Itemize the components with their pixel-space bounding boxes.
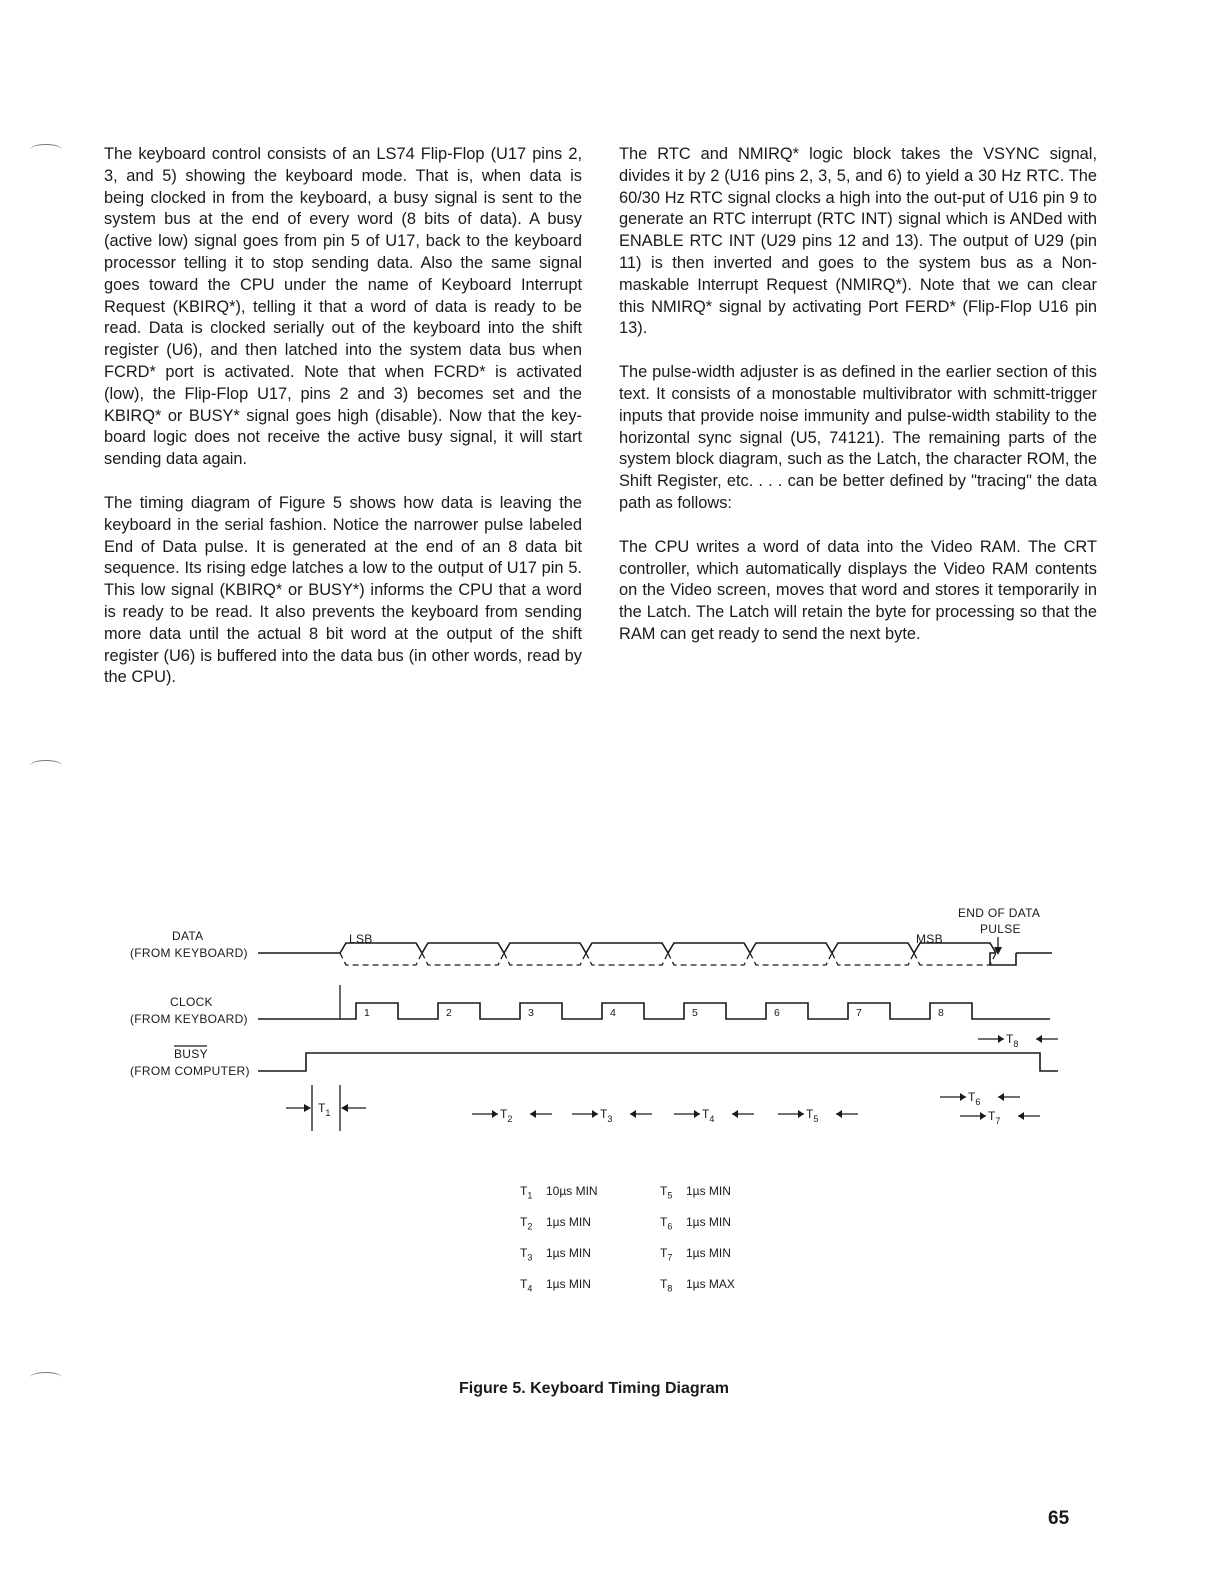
timing-name: $T_2$ <box>520 1215 533 1232</box>
data-bit-cell <box>422 943 504 953</box>
interval-subscript: 1 <box>325 1108 331 1118</box>
data-bit-cell <box>504 943 586 953</box>
data-bit-alt <box>422 953 504 965</box>
clock-pulse-numbers <box>364 1007 944 1019</box>
end-of-data-label: PULSE <box>980 922 1021 936</box>
clock-pulse-number: 1 <box>364 1007 370 1019</box>
page-number: 65 <box>1048 1508 1070 1529</box>
data-bit-cell <box>668 943 750 953</box>
interval-label: $T_7$ <box>988 1109 1001 1126</box>
clock-pulse-number: 6 <box>774 1007 780 1019</box>
data-bit-alt <box>340 953 422 965</box>
paragraph: The timing diagram of Figure 5 shows how data is leaving the keyboard in the serial fashion. Notice the narrower pulse labeled End of Data pulse. It is generated at the end of an 8 data bit sequence. Its rising edge latches a low to the output of U17 pin 5. This low signal (KBIRQ* or BUSY*) informs the CPU that a word is ready to be read. It also prevents the keyboard from sending more data until the actual 8 bit word at the output of the shift register (U6) is buffered into the data bus (in other words, read by the CPU). <box>104 493 582 687</box>
scan-mark <box>30 144 62 155</box>
timing-value: 1µs MIN <box>546 1277 591 1291</box>
timing-name: $T_4$ <box>520 1277 533 1294</box>
busy-signal-label: BUSY <box>174 1047 208 1061</box>
data-signal-source: (FROM KEYBOARD) <box>130 946 248 960</box>
timing-value: 1µs MIN <box>686 1184 731 1198</box>
right-column <box>619 144 1097 668</box>
msb-label: MSB <box>916 932 943 946</box>
interval-arrowhead <box>630 1110 636 1118</box>
interval-subscript: 4 <box>709 1114 715 1124</box>
clock-pulse-number: 4 <box>610 1007 616 1019</box>
clock-pulse-number: 5 <box>692 1007 698 1019</box>
clock-pulse-number: 8 <box>938 1007 944 1019</box>
interval-arrowhead <box>998 1035 1004 1043</box>
figure-caption: Figure 5. Keyboard Timing Diagram <box>459 1380 729 1397</box>
timing-name: $T_8$ <box>660 1277 673 1294</box>
paragraph: The RTC and NMIRQ* logic block takes the VSYNC signal, divides it by 2 (U16 pins 2, 3, 5, and 6) to yield a 30 Hz RTC. The 60/30 Hz RTC signal clocks a high into the out-put of U16 pin 9 to generate an RTC interrupt (RTC INT) signal which is ANDed with ENABLE RTC INT (U29 pins 12 and 13). The output of U29 (pin 11) is then inverted and goes to the system bus as a Non-maskable Interrupt Request (NMIRQ*). Note that we can clear this NMIRQ* signal by activating Port FERD* (Flip-Flop U16 pin 13). <box>619 145 1097 338</box>
clock-pulse-number: 2 <box>446 1007 452 1019</box>
data-bit-cell <box>586 943 668 953</box>
timing-spec <box>660 1277 735 1293</box>
interval-arrowhead <box>1018 1112 1024 1120</box>
interval-arrowhead <box>998 1093 1004 1101</box>
clock-signal-label: CLOCK <box>170 995 213 1009</box>
paragraph: The pulse-width adjuster is as defined in the earlier section of this text. It consists of a monostable multivibrator with schmitt-trigger inputs that provide noise immunity and pulse-width stability to the horizontal sync signal (U5, 74121). The remaining parts of the system block diagram, such as the Latch, the character ROM, the Shift Register, etc. . . . can be better defined by "tracing" the data path as follows: <box>619 363 1097 512</box>
timing-name: $T_6$ <box>660 1215 673 1232</box>
timing-name: $T_1$ <box>520 1184 533 1201</box>
interval-subscript: 3 <box>607 1114 613 1124</box>
timing-spec <box>520 1246 591 1262</box>
interval-arrowhead <box>592 1110 598 1118</box>
t1-interval <box>286 1101 366 1118</box>
interval-arrowhead <box>836 1110 842 1118</box>
interval-subscript: 7 <box>995 1116 1001 1126</box>
end-of-data-label: END OF DATA <box>958 906 1041 920</box>
timing-spec <box>660 1184 731 1200</box>
interval-arrowhead <box>960 1093 966 1101</box>
timing-name: $T_7$ <box>660 1246 673 1263</box>
interval-arrowhead <box>1036 1035 1042 1043</box>
interval-subscript: 2 <box>507 1114 513 1124</box>
interval-subscript: 8 <box>1013 1039 1019 1049</box>
timing-value: 1µs MAX <box>686 1277 735 1291</box>
clock-pulse-number: 3 <box>528 1007 534 1019</box>
data-bit-alt <box>586 953 668 965</box>
timing-value: 1µs MIN <box>546 1246 591 1260</box>
paragraph: The CPU writes a word of data into the Video RAM. The CRT controller, which automatically displays the Video RAM contents on the Video screen, moves that word and stores it temporarily in the Latch. The Latch will retain the byte for processing so that the RAM can get ready to send the next byte. <box>619 537 1097 643</box>
data-bit-alt <box>504 953 586 965</box>
data-bit-alt <box>668 953 750 965</box>
t8-interval <box>978 1032 1058 1049</box>
interval-arrowhead <box>341 1104 348 1112</box>
interval-label: $T_6$ <box>968 1090 981 1107</box>
data-bit-alt <box>832 953 914 965</box>
interval-subscript: 5 <box>813 1114 819 1124</box>
timing-spec <box>520 1277 591 1293</box>
interval-arrowhead <box>304 1104 311 1112</box>
interval-label: $T_1$ <box>318 1101 331 1118</box>
timing-value: 1µs MIN <box>546 1215 591 1229</box>
interval-arrowhead <box>530 1110 536 1118</box>
interval-label: $T_5$ <box>806 1107 819 1124</box>
clock-pulse-number: 7 <box>856 1007 862 1019</box>
interval-label: $T_4$ <box>702 1107 715 1124</box>
timing-value: 1µs MIN <box>686 1246 731 1260</box>
lsb-label: LSB <box>349 932 373 946</box>
interval-arrowhead <box>694 1110 700 1118</box>
timing-spec <box>660 1246 731 1262</box>
paragraph: The keyboard control consists of an LS74 Flip-Flop (U17 pins 2, 3, and 5) showing the keyboard mode. That is, when data is being clocked in from the keyboard, a busy signal is sent to the system bus at the end of every word (8 bits of data). A busy (active low) signal goes from pin 5 of U17, back to the keyboard processor telling it to stop sending data. Also the same signal goes toward the CPU under the name of Keyboard Interrupt Request (KBIRQ*), telling it that a word of data is ready to be read. Data is clocked serially out of the keyboard into the shift register (U6), and then latched into the system data bus when FCRD* port is activated. Note that when FCRD* is activated (low), the Flip-Flop U17, pins 2 and 3) becomes set and the KBIRQ* or BUSY* signal goes high (disable). Now that the key-board logic does not receive the active busy signal, it will start sending data again. <box>104 145 582 469</box>
data-signal-label: DATA <box>172 929 204 943</box>
interval-subscript: 6 <box>975 1097 981 1107</box>
data-bit-cell <box>750 943 832 953</box>
data-bit-alt <box>914 953 996 965</box>
busy-waveform <box>258 1053 1058 1071</box>
interval-label: $T_2$ <box>500 1107 513 1124</box>
data-bit-alt <box>750 953 832 965</box>
keyboard-timing-diagram <box>0 895 1224 1155</box>
interval-label: $T_3$ <box>600 1107 613 1124</box>
timing-value: 1µs MIN <box>686 1215 731 1229</box>
interval-arrowhead <box>492 1110 498 1118</box>
timing-spec <box>520 1184 598 1200</box>
data-bit-cell <box>832 943 914 953</box>
interval-arrowhead <box>980 1112 986 1120</box>
interval-arrowhead <box>798 1110 804 1118</box>
timing-arrows <box>472 1090 1040 1126</box>
interval-label: $T_8$ <box>1006 1032 1019 1049</box>
data-waveform <box>340 943 1016 965</box>
clock-signal-source: (FROM KEYBOARD) <box>130 1012 248 1026</box>
left-column <box>104 144 582 711</box>
busy-signal-source: (FROM COMPUTER) <box>130 1064 250 1078</box>
timing-value: 10µs MIN <box>546 1184 598 1198</box>
end-of-data-pulse <box>990 953 1016 965</box>
timing-name: $T_3$ <box>520 1246 533 1263</box>
timing-spec <box>660 1215 731 1231</box>
scan-mark <box>30 760 62 771</box>
interval-arrowhead <box>732 1110 738 1118</box>
timing-spec <box>520 1215 591 1231</box>
timing-name: $T_5$ <box>660 1184 673 1201</box>
